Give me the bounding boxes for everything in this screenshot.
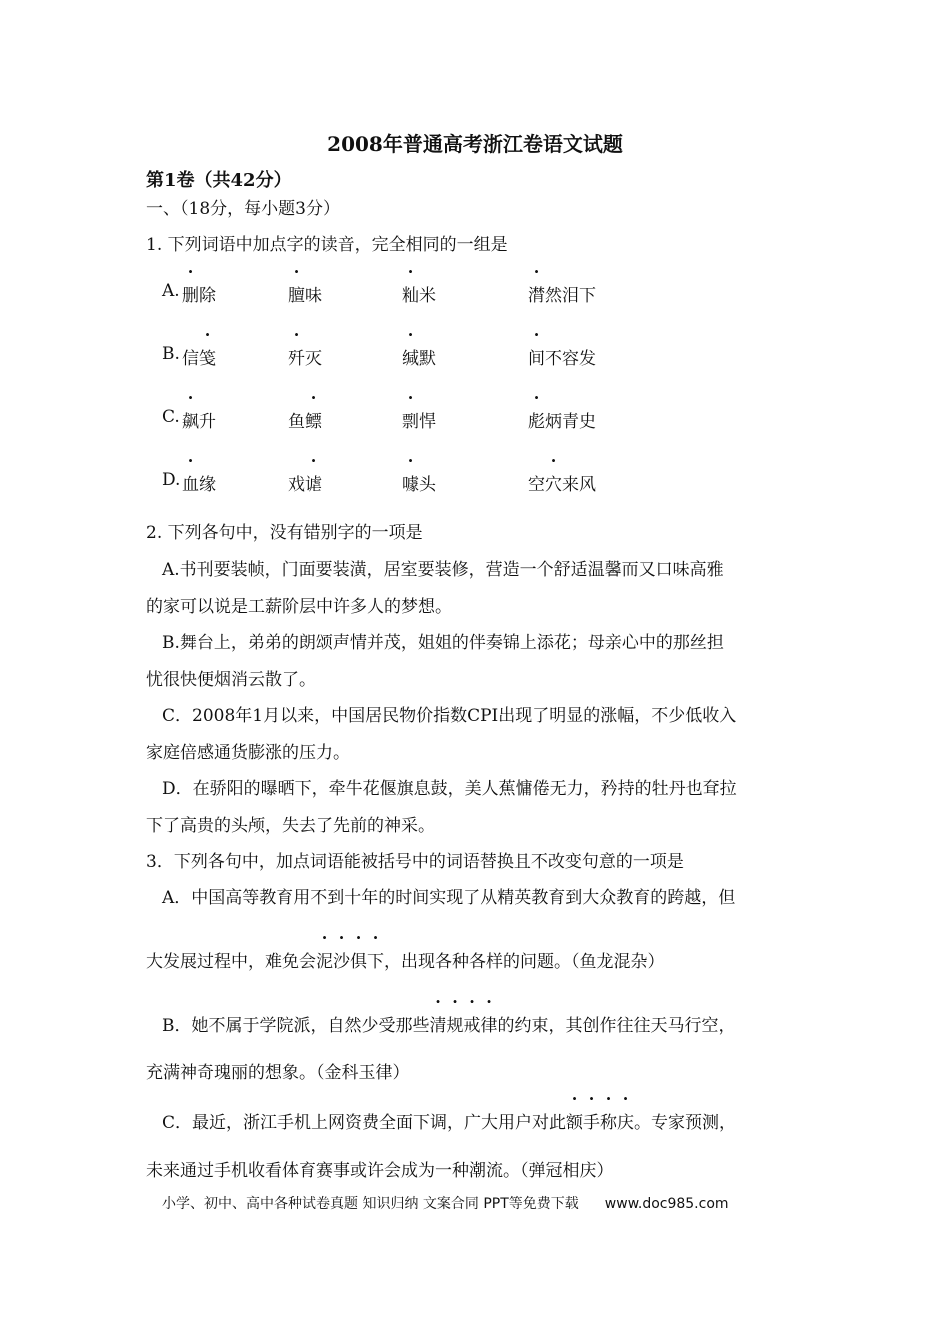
q1-word: 彪炳青史: [528, 407, 596, 432]
dotted-char: 谑: [305, 475, 322, 495]
dotted-char: 剽: [402, 412, 419, 432]
section-heading: 第1卷（共42分）: [146, 170, 292, 191]
q1-word: 戏谑: [288, 470, 322, 495]
q1-option-label: A.: [162, 281, 180, 301]
footer-text: 小学、初中、高中各种试卷真题 知识归纳 文案合同 PPT等免费下载: [162, 1196, 579, 1212]
dotted-char: 清: [429, 1016, 447, 1036]
dotted-char: 删: [182, 286, 199, 306]
dotted-char: 噱: [402, 475, 419, 495]
footer-url[interactable]: www.doc985.com: [604, 1196, 729, 1212]
q2-option-c-line1: C．2008年1月以来，中国居民物价指数CPI出现了明显的涨幅，不少低收入: [162, 706, 737, 726]
dotted-char: 称: [600, 1113, 618, 1133]
dotted-char: 血: [182, 475, 199, 495]
dotted-char: 笺: [199, 349, 216, 369]
q1-word: 飙升: [182, 407, 216, 432]
q1-word: 剽悍: [402, 407, 436, 432]
q1-word: 血缘: [182, 470, 216, 495]
q2-option-b-line2: 忧很快便烟消云散了。: [146, 670, 316, 690]
q3-option-a-line2: 大发展过程中，难免会泥沙俱下，出现各种各样的问题。（鱼龙混杂）: [146, 947, 665, 972]
q2-option-b-line1: B.舞台上，弟弟的朗颂声情并茂，姐姐的伴奏锦上添花；母亲心中的那丝担: [162, 633, 724, 653]
q1-word: 鱼鳔: [288, 407, 322, 432]
dotted-char: 歼: [288, 349, 305, 369]
dotted-char: 膻: [288, 286, 305, 306]
dotted-char: 潸: [528, 286, 545, 306]
q1-word: 噱头: [402, 470, 436, 495]
dotted-char: 下: [367, 952, 384, 972]
q1-word: 删除: [182, 281, 216, 306]
dotted-char: 手: [583, 1113, 601, 1133]
dotted-char: 籼: [402, 286, 419, 306]
dotted-char: 鳔: [305, 412, 322, 432]
dotted-char: 沙: [333, 952, 350, 972]
q1-word: 信笺: [182, 344, 216, 369]
q1-word: 缄默: [402, 344, 436, 369]
dotted-char: 飙: [182, 412, 199, 432]
q2-stem: 2. 下列各句中，没有错别字的一项是: [146, 523, 423, 543]
dotted-char: 俱: [350, 952, 367, 972]
q1-option-label: C.: [162, 407, 180, 427]
q3-stem: 3．下列各句中，加点词语能被括号中的词语替换且不改变句意的一项是: [146, 852, 684, 872]
dotted-char: 额: [566, 1113, 584, 1133]
dotted-char: 穴: [545, 475, 562, 495]
q1-word: 潸然泪下: [528, 281, 596, 306]
q3-option-c-line2: 未来通过手机收看体育赛事或许会成为一种潮流。（弹冠相庆）: [146, 1161, 614, 1181]
q3-option-a-line1: A．中国高等教育用不到十年的时间实现了从精英教育到大众教育的跨越，但: [162, 888, 736, 908]
q2-option-a-line2: 的家可以说是工薪阶层中许多人的梦想。: [146, 597, 452, 617]
page-title: 2008年普通高考浙江卷语文试题: [327, 132, 623, 156]
q1-word: 歼灭: [288, 344, 322, 369]
dotted-char: 间: [528, 349, 545, 369]
q2-option-a-line1: A.书刊要装帧，门面要装潢，居室要装修，营造一个舒适温馨而又口味高雅: [162, 560, 724, 580]
q1-option-label: B.: [162, 344, 180, 364]
q1-word: 膻味: [288, 281, 322, 306]
dotted-char: 戒: [463, 1016, 481, 1036]
q1-word: 间不容发: [528, 344, 596, 369]
dotted-char: 律: [480, 1016, 498, 1036]
part-heading: 一、（18分，每小题3分）: [146, 199, 340, 219]
q3-option-c-line1: C．最近，浙江手机上网资费全面下调，广大用户对此额手称庆。专家预测，: [162, 1108, 736, 1133]
dotted-char: 庆: [617, 1113, 635, 1133]
q1-word: 空穴来风: [528, 470, 596, 495]
q2-option-d-line1: D．在骄阳的曝晒下，牵牛花偃旗息鼓，美人蕉慵倦无力，矜持的牡丹也耷拉: [162, 779, 737, 799]
q1-word: 籼米: [402, 281, 436, 306]
q1-option-label: D.: [162, 470, 181, 490]
dotted-char: 彪: [528, 412, 545, 432]
dotted-char: 泥: [316, 952, 333, 972]
q3-option-b-line2: 充满神奇瑰丽的想象。（金科玉律）: [146, 1063, 410, 1083]
q1-stem: 1. 下列词语中加点字的读音，完全相同的一组是: [146, 235, 508, 255]
q2-option-d-line2: 下了高贵的头颅，失去了先前的神采。: [146, 816, 435, 836]
dotted-char: 规: [446, 1016, 464, 1036]
dotted-char: 缄: [402, 349, 419, 369]
q2-option-c-line2: 家庭倍感通货膨涨的压力。: [146, 743, 350, 763]
footer: [162, 1193, 729, 1213]
q3-option-b-line1: B．她不属于学院派，自然少受那些清规戒律的约束，其创作往往天马行空，: [162, 1011, 736, 1036]
